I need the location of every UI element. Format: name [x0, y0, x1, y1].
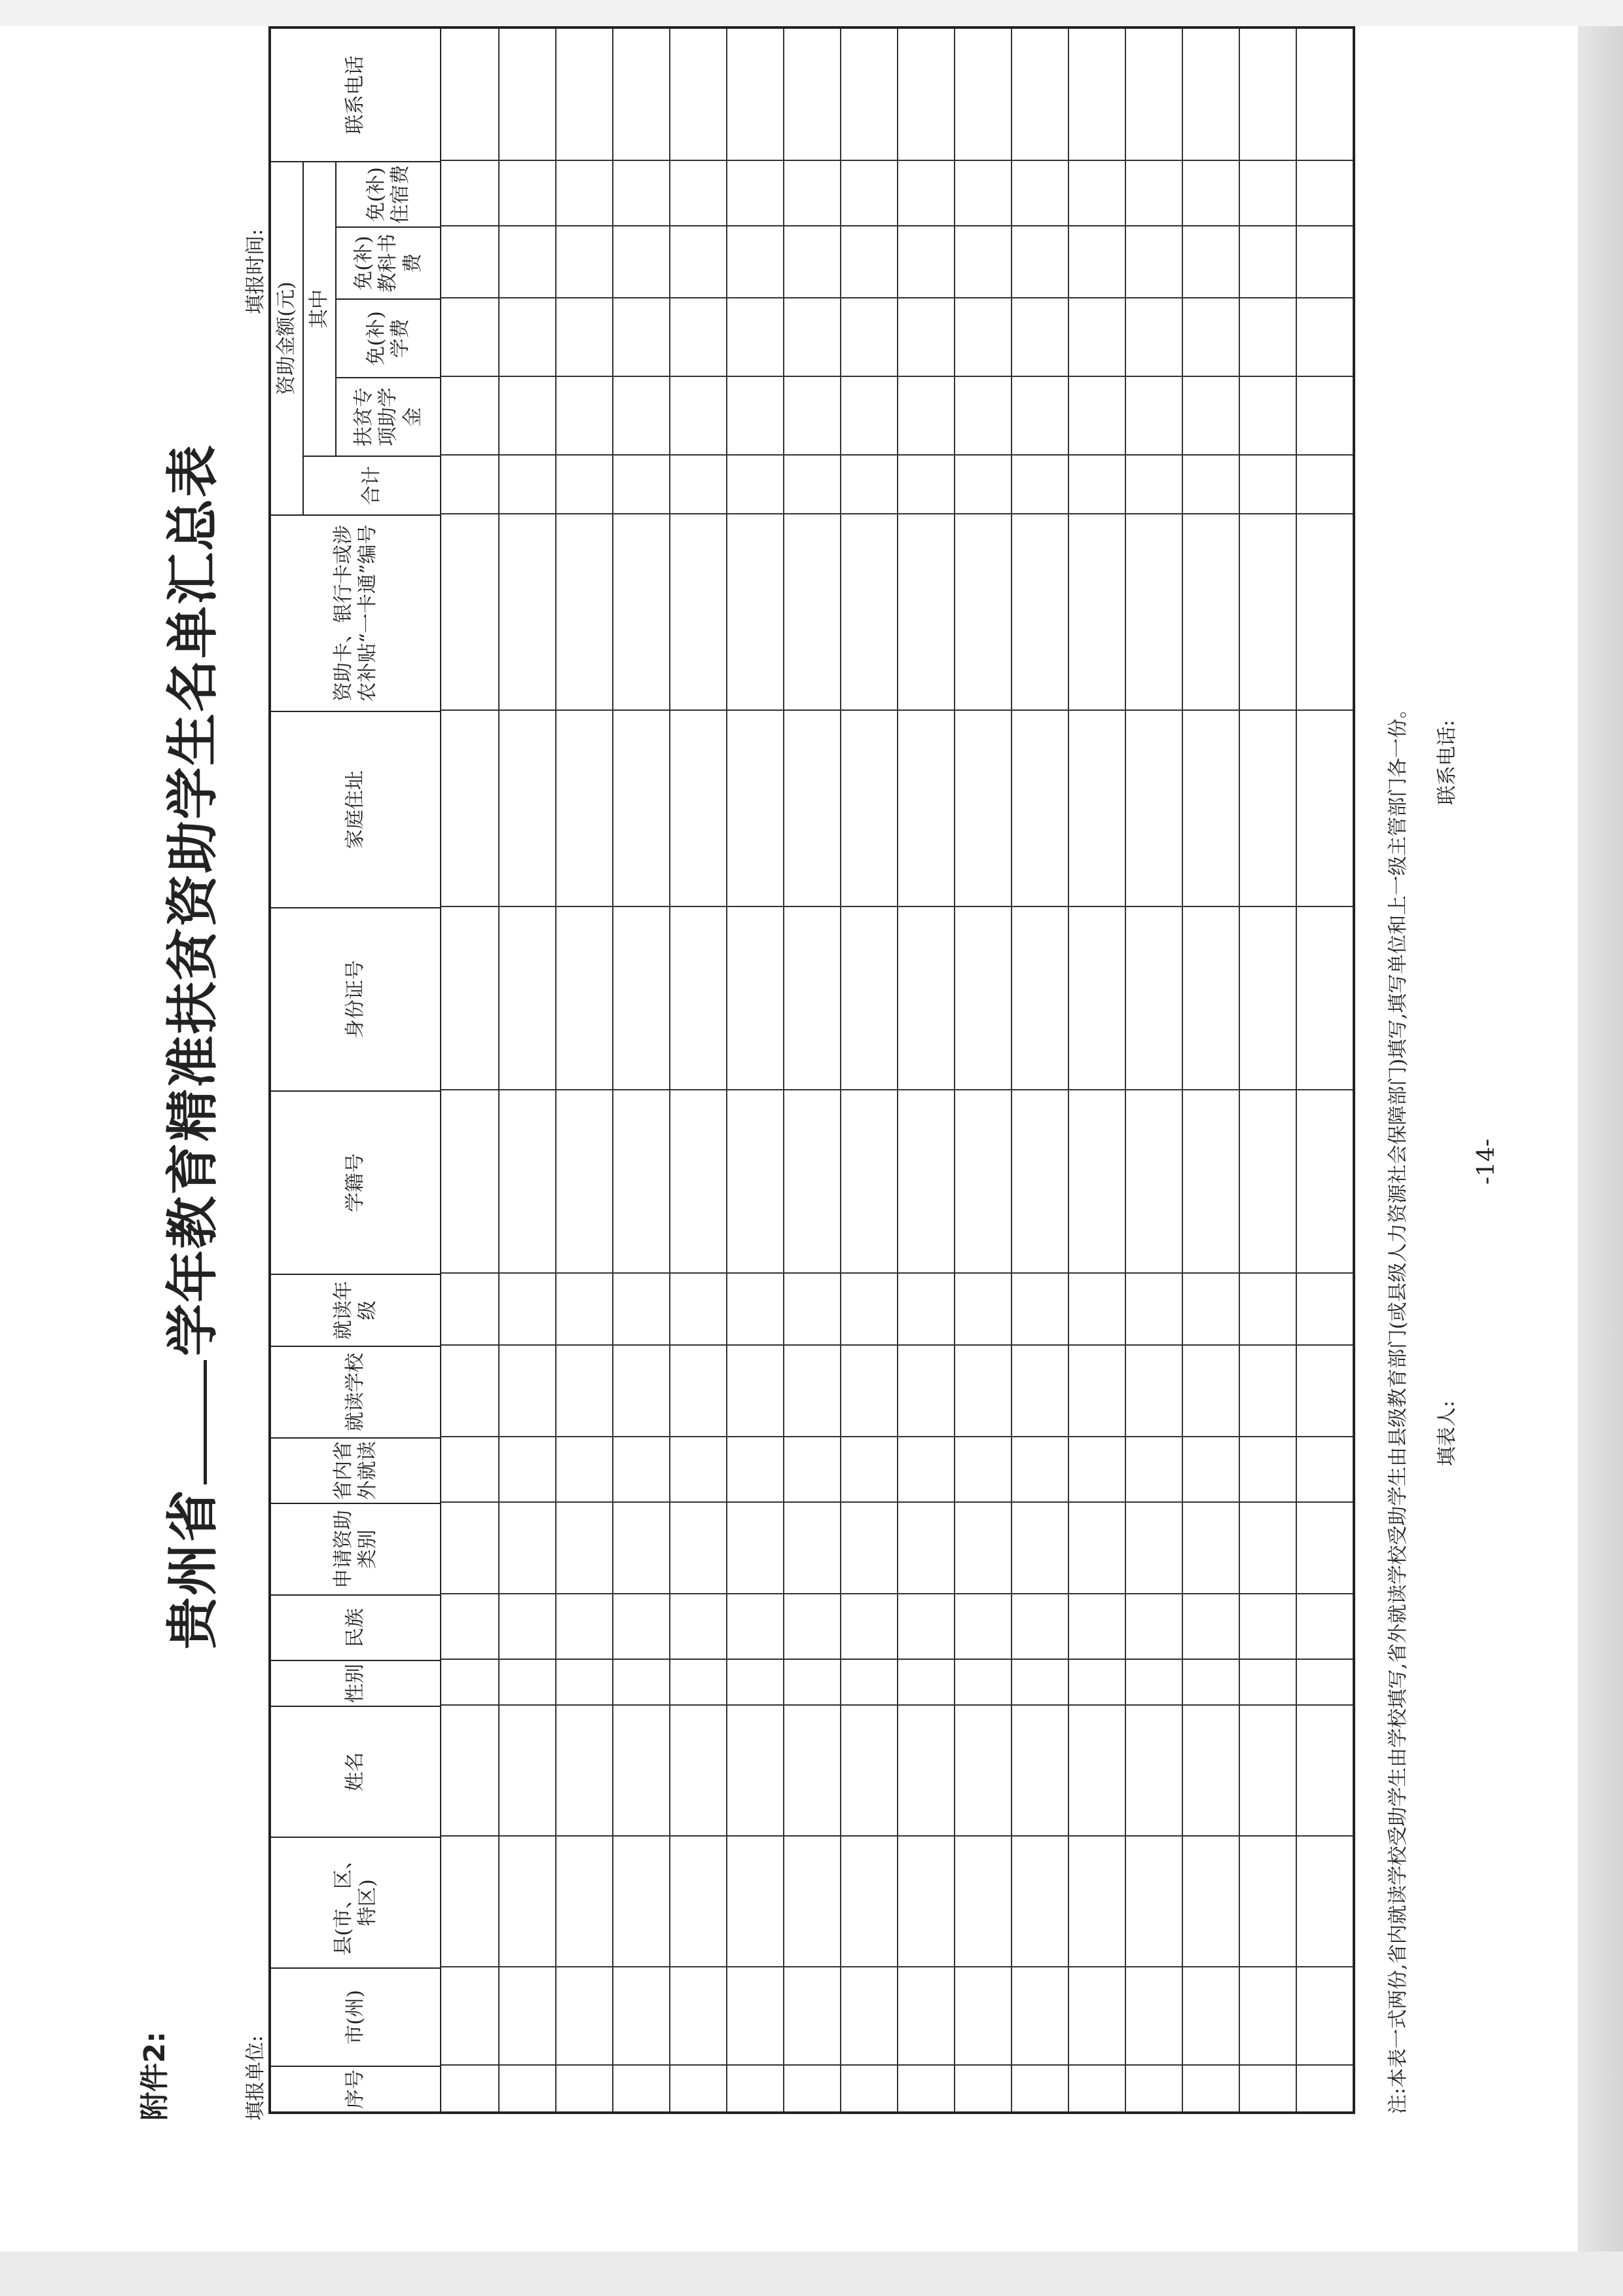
- col-student-no: 学籍号: [271, 1090, 441, 1274]
- grid-row-line: [669, 29, 670, 2111]
- footnote: 注:本表一式两份,省内就读学校受助学生由学校填写,省外就读学校受助学生由县级教育部门(或县级人力资源社会保障部门)填写,填写单位和上一级主管部门各一份。: [1387, 698, 1410, 2114]
- col-card-no: 资助卡、银行卡或涉农补贴“一卡通”编号: [271, 514, 441, 711]
- contact-phone-label: 联系电话:: [1436, 719, 1459, 805]
- col-aid-type: 申请资助类别: [271, 1503, 441, 1594]
- grid-row-line: [498, 29, 500, 2111]
- grid-row-line: [954, 29, 955, 2111]
- grid-row-line: [783, 29, 784, 2111]
- col-county: 县(市、区、特区): [271, 1837, 441, 1967]
- scan-edge-bottom: [0, 2251, 1623, 2296]
- grid-row-line: [726, 29, 727, 2111]
- page-number: -14-: [1473, 1138, 1500, 1185]
- summary-table: [268, 26, 1355, 2114]
- col-id-no: 身份证号: [271, 907, 441, 1090]
- col-ethnicity: 民族: [271, 1594, 441, 1660]
- grid-row-line: [1296, 29, 1297, 2111]
- col-in-out: 省内省外就读: [271, 1437, 441, 1503]
- col-name: 姓名: [271, 1706, 441, 1837]
- col-seq: 序号: [271, 2066, 441, 2111]
- grid-row-line: [1239, 29, 1240, 2111]
- col-gender: 性别: [271, 1660, 441, 1706]
- title-prefix: 贵州省: [162, 1488, 223, 1649]
- attachment-label: 附件2:: [138, 2031, 172, 2121]
- col-total: 合计: [304, 456, 441, 514]
- grid-row-line: [1011, 29, 1012, 2111]
- col-of-which: 其中: [304, 161, 337, 456]
- grid-row-line: [1068, 29, 1069, 2111]
- grid-row-line: [840, 29, 841, 2111]
- col-poverty-grant: 扶贫专项助学金: [337, 377, 441, 456]
- title-blank: [204, 1360, 207, 1484]
- grid-row-line: [612, 29, 613, 2111]
- scan-edge: [1578, 26, 1623, 2251]
- title-suffix: 学年教育精准扶贫资助学生名单汇总表: [162, 444, 223, 1356]
- col-city: 市(州): [271, 1967, 441, 2066]
- fill-unit-label: 填报单位:: [244, 2035, 267, 2121]
- col-textbook: 免(补)教科书费: [337, 226, 441, 298]
- col-grade: 就读年级: [271, 1274, 441, 1346]
- page-title: [151, 444, 226, 1649]
- col-amount-group: 资助金额(元): [271, 161, 304, 514]
- grid-row-line: [897, 29, 898, 2111]
- grid-row-line: [1182, 29, 1183, 2111]
- col-lodging: 免(补)住宿费: [337, 161, 441, 226]
- col-tuition: 免(补)学费: [337, 298, 441, 377]
- grid-row-line: [1125, 29, 1126, 2111]
- filler-label: 填表人:: [1436, 1400, 1459, 1466]
- fill-time-label: 填报时间:: [244, 228, 267, 314]
- grid-row-line: [555, 29, 556, 2111]
- col-school: 就读学校: [271, 1346, 441, 1437]
- col-contact: 联系电话: [271, 29, 441, 161]
- col-address: 家庭住址: [271, 711, 441, 907]
